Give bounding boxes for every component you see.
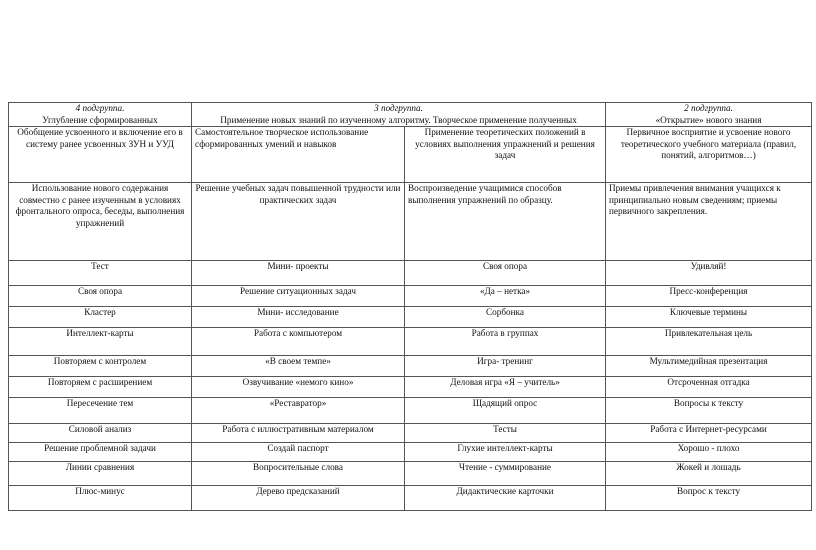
goal-cell: Применение теоретических положений в условиях выполнения упражнений и решения задач xyxy=(405,127,606,183)
goals-row xyxy=(9,127,812,183)
header-title: 4 подгруппа. xyxy=(75,103,125,113)
technique-row xyxy=(9,307,812,328)
technique-row xyxy=(9,443,812,462)
technique-cell: Мини- проекты xyxy=(192,261,405,286)
technique-row xyxy=(9,486,812,511)
technique-row xyxy=(9,261,812,286)
header-row xyxy=(9,103,812,127)
technique-cell: Озвучивание «немого кино» xyxy=(192,377,405,398)
technique-cell: Создай паспорт xyxy=(192,443,405,462)
technique-cell: Повторяем с контролем xyxy=(9,356,192,377)
technique-cell: Тест xyxy=(9,261,192,286)
technique-cell: «В своем темпе» xyxy=(192,356,405,377)
technique-cell: Игра- тренинг xyxy=(405,356,606,377)
technique-cell: Дерево предсказаний xyxy=(192,486,405,511)
method-cell: Воспроизведение учащимися способов выполнения упражнений по образцу. xyxy=(405,183,606,261)
technique-cell: Дидактические карточки xyxy=(405,486,606,511)
header-subgroup-3 xyxy=(192,103,606,127)
technique-cell: Пересечение тем xyxy=(9,398,192,424)
technique-cell: Работа в группах xyxy=(405,328,606,356)
technique-cell: Решение ситуационных задач xyxy=(192,286,405,307)
technique-cell: Тесты xyxy=(405,424,606,443)
technique-cell: Жокей и лошадь xyxy=(606,462,812,486)
technique-cell: Привлекательная цель xyxy=(606,328,812,356)
methods-row xyxy=(9,183,812,261)
technique-cell: Удивляй! xyxy=(606,261,812,286)
technique-cell: Работа с иллюстративным материалом xyxy=(192,424,405,443)
technique-row xyxy=(9,377,812,398)
methods-table xyxy=(8,102,812,511)
technique-row xyxy=(9,356,812,377)
technique-cell: Мини- исследование xyxy=(192,307,405,328)
header-title: 3 подгруппа. xyxy=(374,103,423,113)
technique-cell: Щадящий опрос xyxy=(405,398,606,424)
technique-cell: Вопросительные слова xyxy=(192,462,405,486)
technique-cell: Ключевые термины xyxy=(606,307,812,328)
technique-cell: Интеллект-карты xyxy=(9,328,192,356)
technique-cell: Мультимедийная презентация xyxy=(606,356,812,377)
technique-cell: «Реставратор» xyxy=(192,398,405,424)
technique-row xyxy=(9,398,812,424)
header-subtitle: Применение новых знаний по изученному алгоритму. Творческое применение полученных xyxy=(220,114,577,125)
technique-cell: Своя опора xyxy=(405,261,606,286)
technique-cell: Силовой анализ xyxy=(9,424,192,443)
technique-cell: Глухие интеллект-карты xyxy=(405,443,606,462)
technique-cell: Пресс-конференция xyxy=(606,286,812,307)
goal-cell: Обобщение усвоенного и включение его в систему ранее усвоенных ЗУН и УУД xyxy=(9,127,192,183)
technique-row xyxy=(9,286,812,307)
goal-cell: Самостоятельное творческое использование сформированных умений и навыков xyxy=(192,127,405,183)
technique-cell: Хорошо - плохо xyxy=(606,443,812,462)
header-title: 2 подгруппа. xyxy=(684,103,733,113)
techniques-body xyxy=(9,261,812,511)
technique-cell: Кластер xyxy=(9,307,192,328)
technique-cell: «Да – нетка» xyxy=(405,286,606,307)
method-cell: Приемы привлечения внимания учащихся к принципиально новым сведениям; приемы первичного закрепления. xyxy=(606,183,812,261)
technique-cell: Чтение - суммирование xyxy=(405,462,606,486)
technique-row xyxy=(9,462,812,486)
header-subtitle: «Открытие» нового знания xyxy=(655,114,762,125)
technique-cell: Плюс-минус xyxy=(9,486,192,511)
technique-cell: Вопрос к тексту xyxy=(606,486,812,511)
method-cell: Использование нового содержания совместно с ранее изученным в условиях фронтального опроса, беседы, выполнения упражнений xyxy=(9,183,192,261)
technique-row xyxy=(9,328,812,356)
header-subtitle: Углубление сформированных xyxy=(42,114,158,125)
technique-row xyxy=(9,424,812,443)
method-cell: Решение учебных задач повышенной трудности или практических задач xyxy=(192,183,405,261)
technique-cell: Решение проблемной задачи xyxy=(9,443,192,462)
technique-cell: Отсроченная отгадка xyxy=(606,377,812,398)
technique-cell: Работа с Интернет-ресурсами xyxy=(606,424,812,443)
header-subgroup-4 xyxy=(9,103,192,127)
technique-cell: Своя опора xyxy=(9,286,192,307)
technique-cell: Линии сравнения xyxy=(9,462,192,486)
technique-cell: Вопросы к тексту xyxy=(606,398,812,424)
technique-cell: Сорбонка xyxy=(405,307,606,328)
goal-cell: Первичное восприятие и усвоение нового теоретического учебного материала (правил, понятий, алгоритмов…) xyxy=(606,127,812,183)
technique-cell: Работа с компьютером xyxy=(192,328,405,356)
technique-cell: Деловая игра «Я – учитель» xyxy=(405,377,606,398)
technique-cell: Повторяем с расширением xyxy=(9,377,192,398)
header-subgroup-2 xyxy=(606,103,812,127)
